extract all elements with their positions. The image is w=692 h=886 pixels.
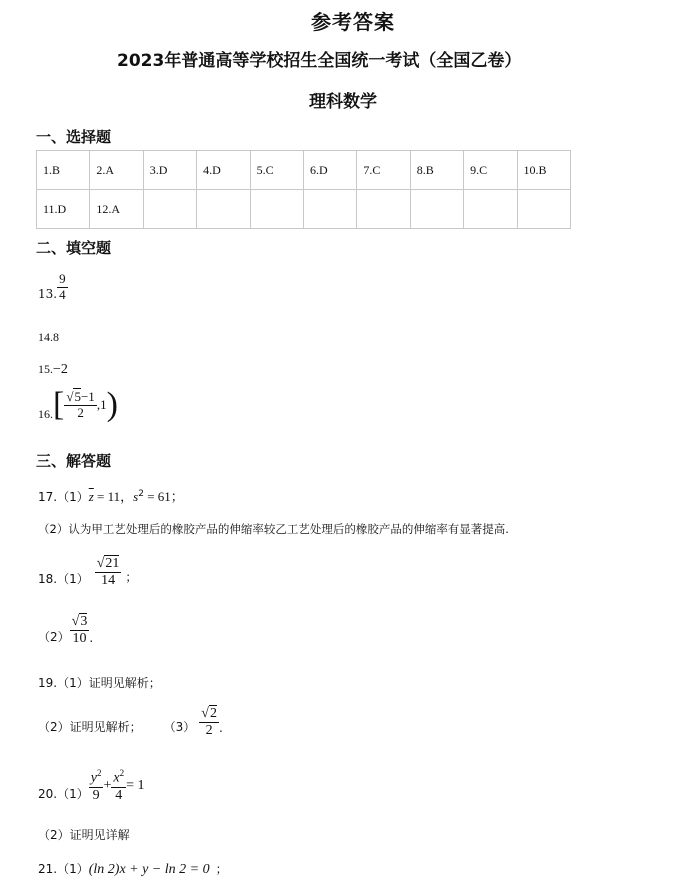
answer-19-2 — [38, 706, 223, 739]
answer-cell: 1.B — [37, 151, 90, 190]
subject-title: 理科数学 — [309, 92, 377, 112]
interval-tail: ,1 — [96, 397, 107, 412]
numerator — [89, 768, 104, 788]
plus-sign: + — [103, 777, 112, 793]
answer-cell: 7.C — [357, 151, 410, 190]
answer-18-1 — [38, 556, 137, 589]
mean-symbol: $\overline{z}$ — [88, 489, 94, 504]
equals-one: = 1 — [126, 777, 145, 793]
answer-18-2 — [38, 614, 93, 647]
answer-cell — [250, 190, 303, 229]
denominator: 4 — [59, 286, 66, 302]
right-paren: ) — [106, 386, 118, 423]
answer-16-label: 16. — [38, 407, 53, 421]
answer-13-label: 13. — [38, 286, 58, 301]
answer-cell: 9.C — [464, 151, 517, 190]
period: . — [218, 721, 223, 736]
mean-value: = 11， — [93, 489, 134, 504]
answer-15-label: 15. — [38, 362, 53, 376]
answer-16 — [38, 388, 118, 422]
period: . — [89, 631, 94, 646]
answer-19-3-label: （3） — [163, 720, 196, 735]
fraction — [57, 272, 68, 303]
answer-cell: 12.A — [90, 190, 143, 229]
radicand: 3 — [80, 614, 88, 629]
answer-cell: 3.D — [143, 151, 196, 190]
fraction-x — [111, 768, 126, 804]
exam-title: 2023年普通高等学校招生全国统一考试（全国乙卷） — [117, 51, 522, 71]
table-row — [37, 190, 571, 229]
answer-18-label: 18.（1） — [38, 572, 89, 587]
answer-cell — [517, 190, 570, 229]
fraction — [64, 390, 96, 421]
answer-cell — [357, 190, 410, 229]
numerator — [111, 768, 126, 788]
exponent: 2 — [119, 768, 125, 778]
denominator: 2 — [205, 723, 213, 739]
fraction — [199, 706, 219, 739]
var-y: y — [90, 770, 97, 786]
answer-cell: 10.B — [517, 151, 570, 190]
answer-cell — [464, 190, 517, 229]
variance-value: = 61； — [143, 489, 184, 504]
fraction-y — [89, 768, 104, 804]
choice-answer-table — [36, 150, 571, 229]
fraction — [70, 614, 90, 647]
answer-cell: 5.C — [250, 151, 303, 190]
exponent: 2 — [96, 768, 102, 778]
answer-15-value: −2 — [53, 362, 68, 377]
answer-17-2: （2）认为甲工艺处理后的橡胶产品的伸缩率较乙工艺处理后的橡胶产品的伸缩率有显著提高. — [38, 522, 509, 536]
answer-19-1: 19.（1）证明见解析； — [38, 676, 161, 690]
answer-cell: 8.B — [410, 151, 463, 190]
answer-cell — [410, 190, 463, 229]
answer-21-1 — [38, 860, 228, 878]
answer-cell: 11.D — [37, 190, 90, 229]
answer-cell — [143, 190, 196, 229]
doc-title: 参考答案 — [311, 10, 395, 34]
answer-15 — [38, 362, 68, 378]
answer-18-2-label: （2） — [38, 630, 70, 645]
fraction — [95, 556, 122, 589]
answer-14: 14.8 — [38, 330, 59, 344]
answer-21-label: 21.（1） — [38, 862, 89, 876]
answer-cell — [303, 190, 356, 229]
radicand: 21 — [105, 556, 120, 571]
tangent-line-equation: (ln 2)x + y − ln 2 = 0 — [88, 862, 210, 877]
left-bracket: [ — [53, 386, 65, 423]
var-x: x — [113, 770, 120, 786]
denominator: 9 — [92, 787, 100, 803]
radicand: 2 — [209, 706, 217, 721]
denominator: 10 — [72, 631, 87, 647]
numerator: 9 — [59, 271, 66, 286]
answer-cell: 2.A — [90, 151, 143, 190]
variance-symbol: s — [133, 489, 139, 504]
answer-cell — [197, 190, 250, 229]
answer-20-1 — [38, 768, 144, 804]
answer-13 — [38, 272, 68, 303]
section-fill-heading: 二、填空题 — [36, 239, 112, 257]
table-row — [37, 151, 571, 190]
answer-17-label: 17.（1） — [38, 490, 89, 504]
numerator: √5−1 — [66, 388, 95, 404]
semicolon: ； — [215, 862, 228, 876]
section-choice-heading: 一、选择题 — [36, 128, 112, 146]
answer-20-2: （2）证明见详解 — [38, 828, 130, 842]
semicolon: ； — [125, 570, 138, 585]
section-solve-heading: 三、解答题 — [36, 452, 112, 470]
numerator: √3 — [70, 614, 90, 631]
answer-17-1 — [38, 486, 184, 505]
radicand: 5 — [74, 388, 81, 404]
denominator: 14 — [101, 573, 116, 589]
answer-cell: 6.D — [303, 151, 356, 190]
numerator: √21 — [95, 556, 122, 573]
answer-19-2-text: （2）证明见解析； — [38, 720, 142, 735]
denominator: 2 — [77, 404, 84, 420]
answer-cell: 4.D — [197, 151, 250, 190]
numerator: √2 — [199, 706, 219, 723]
numerator-rest: −1 — [80, 388, 95, 404]
answer-20-label: 20.（1） — [38, 786, 89, 801]
variance-exponent: 2 — [138, 489, 144, 499]
denominator: 4 — [115, 787, 123, 803]
